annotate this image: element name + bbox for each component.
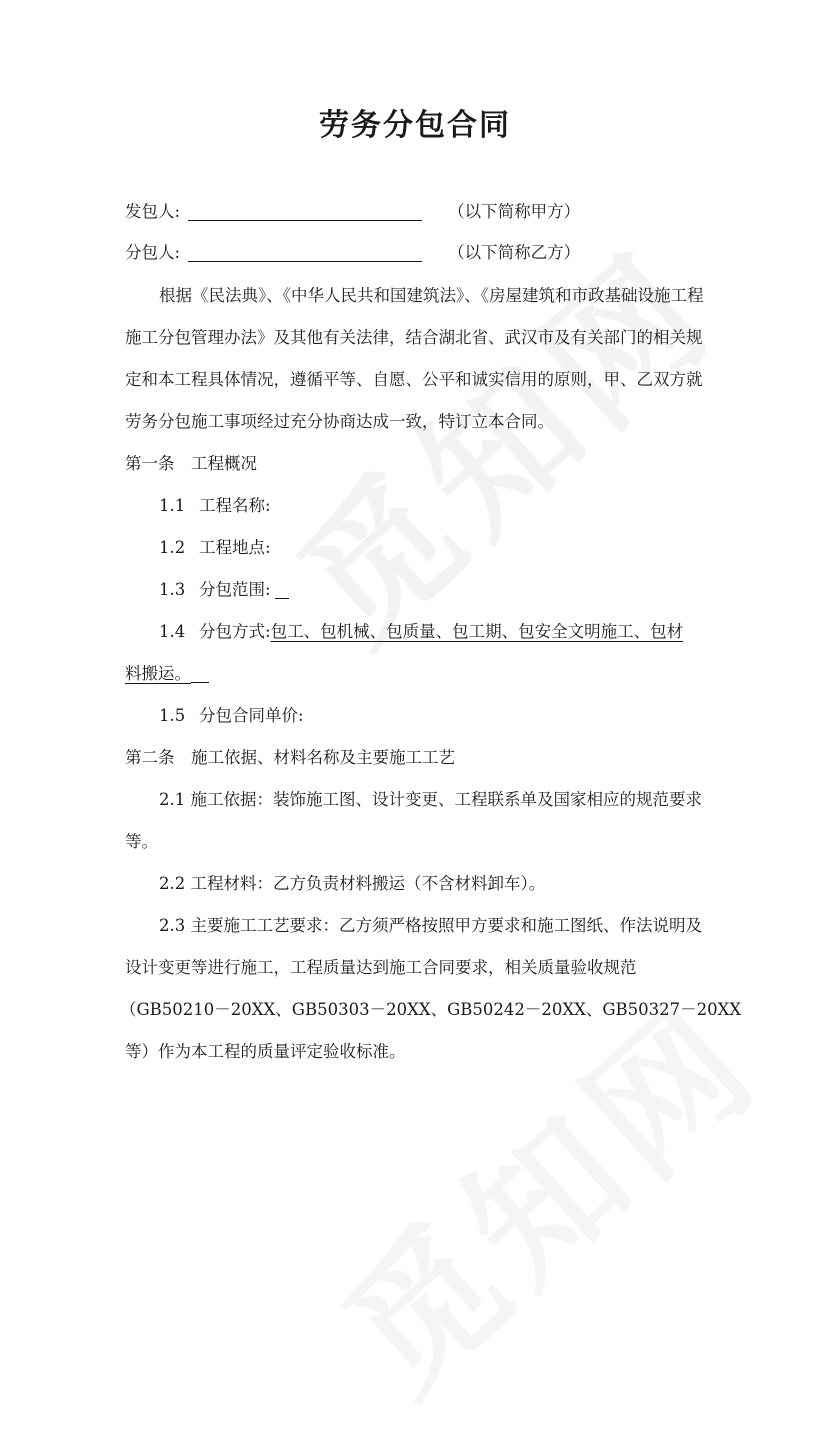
intro-line-1: 根据《民法典》、《中华人民共和国建筑法》、《房屋建筑和市政基础设施工程 xyxy=(159,286,704,305)
party-b-label: 分包人: xyxy=(125,243,181,262)
item-number: 1.5 xyxy=(159,706,186,725)
article-1-heading: 第一条 工程概况 xyxy=(125,454,257,473)
party-a-blank[interactable] xyxy=(188,202,422,221)
item-number: 1.4 xyxy=(159,622,186,641)
item-1-4-tail-blank xyxy=(191,664,209,683)
item-1-4-value: 包工、包机械、包质量、包工期、包安全文明施工、包材 xyxy=(270,622,684,641)
party-b-line xyxy=(125,241,580,265)
item-label: 分包范围: xyxy=(199,580,271,599)
item-label: 分包方式: xyxy=(199,622,271,641)
item-1-4 xyxy=(159,620,683,644)
item-number: 1.3 xyxy=(159,580,186,599)
item-1-1 xyxy=(159,494,271,518)
party-a-label: 发包人: xyxy=(125,202,181,221)
item-number: 1.1 xyxy=(159,496,186,515)
item-1-4-cont xyxy=(125,662,209,686)
item-number: 1.2 xyxy=(159,538,186,557)
scope-blank[interactable] xyxy=(275,580,289,599)
party-b-note: （以下简称乙方） xyxy=(448,243,581,262)
item-label: 分包合同单价: xyxy=(199,706,304,725)
item-2-1-line-2: 等。 xyxy=(125,832,158,851)
item-2-2: 2.2 工程材料：乙方负责材料搬运（不含材料卸车）。 xyxy=(159,874,546,893)
item-2-3-line-3: （GB50210－20XX、GB50303－20XX、GB50242－20XX、GB50327－20XX xyxy=(120,1000,742,1019)
watermark xyxy=(245,195,751,681)
article-2-heading: 第二条 施工依据、材料名称及主要施工工艺 xyxy=(125,748,455,767)
party-b-blank[interactable] xyxy=(188,243,422,262)
intro-line-3: 定和本工程具体情况，遵循平等、自愿、公平和诚实信用的原则，甲、乙双方就 xyxy=(125,370,703,389)
item-2-3-line-2: 设计变更等进行施工，工程质量达到施工合同要求，相关质量验收规范 xyxy=(125,958,637,977)
item-1-5 xyxy=(159,704,304,728)
item-label: 工程名称: xyxy=(199,496,271,515)
item-1-2 xyxy=(159,536,271,560)
party-a-line xyxy=(125,200,580,224)
item-2-1-line-1: 2.1 施工依据：装饰施工图、设计变更、工程联系单及国家相应的规范要求 xyxy=(159,790,702,809)
item-label: 工程地点: xyxy=(199,538,271,557)
intro-line-4: 劳务分包施工事项经过充分协商达成一致，特订立本合同。 xyxy=(125,412,554,431)
item-2-3-line-4: 等）作为本工程的质量评定验收标准。 xyxy=(125,1042,406,1061)
item-2-3-line-1: 2.3 主要施工工艺要求：乙方须严格按照甲方要求和施工图纸、作法说明及 xyxy=(159,916,702,935)
item-1-4-value-cont: 料搬运。 xyxy=(125,664,191,683)
intro-line-2: 施工分包管理办法》及其他有关法律，结合湖北省、武汉市及有关部门的相关规 xyxy=(125,328,703,347)
document-title: 劳务分包合同 xyxy=(319,108,511,143)
party-a-note: （以下简称甲方） xyxy=(448,202,581,221)
item-1-3 xyxy=(159,578,289,602)
